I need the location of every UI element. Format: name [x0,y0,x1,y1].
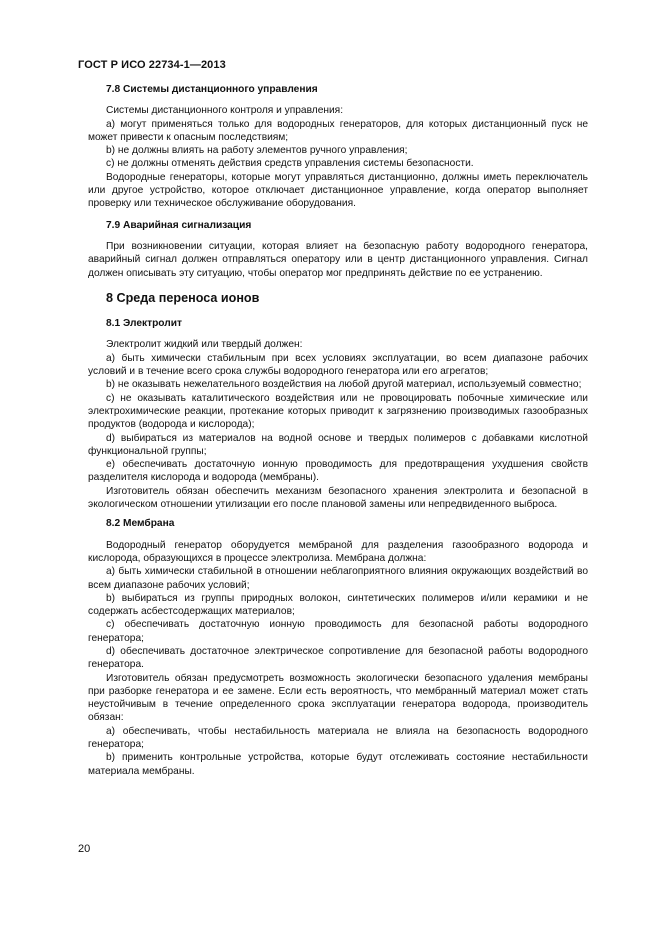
paragraph: Изготовитель обязан обеспечить механизм безопасного хранения электролита и безопасной в экологическом отношении утилизации его после плановой замены или непредвиденного выброса. [88,485,588,511]
document-header: ГОСТ Р ИСО 22734-1—2013 [78,59,226,71]
list-item: a) могут применяться только для водородных генераторов, для которых дистанционный пуск не может привести к опасным последствиям; [88,118,588,143]
list-item: d) выбираться из материалов на водной основе и твердых полимеров с добавками кислотной функциональной группы; [88,432,588,457]
paragraph: Системы дистанционного контроля и управления: [106,105,344,117]
paragraph: При возникновении ситуации, которая влияет на безопасную работу водородного генератора, аварийный сигнал должен отправляться оператору или в центр дистанционного управления. Сигнал должен описывать эту ситуацию, чтобы оператор мог предпринять действие по ее устранению. [88,240,588,279]
section-7-9-heading: 7.9 Аварийная сигнализация [106,219,252,231]
list-item: d) обеспечивать достаточное электрическое сопротивление для безопасной работы водородного генератора. [88,645,588,671]
list-item: b) применить контрольные устройства, которые будут отслеживать состояние нестабильности материала мембраны. [88,752,588,777]
paragraph: Водородный генератор оборудуется мембраной для разделения газообразного водорода и кислорода, образующихся в процессе электролиза. Мембрана должна: [88,539,588,564]
list-item: c) не должны отменять действия средств управления системы безопасности. [106,158,474,170]
page-body [88,83,588,778]
paragraph: Водородные генераторы, которые могут управляться дистанционно, должны иметь переключатель или другое устройство, которое отключает дистанционное управление, когда оператор выполняет проверку или техническое обслуживание оборудования. [88,171,588,210]
section-7-8-heading: 7.8 Системы дистанционного управления [106,84,318,95]
list-item: c) обеспечивать достаточную ионную проводимость для безопасной работы водородного генератора; [88,619,588,644]
page-number: 20 [78,843,91,855]
paragraph: Изготовитель обязан предусмотреть возможность экологически безопасного удаления мембраны при разборке генератора и ее замене. Если есть вероятность, что мембранный материал может стать неустойчивым в течение определенного срока эксплуатации генератора водорода, производитель обязан: [88,672,588,724]
paragraph: Электролит жидкий или твердый должен: [106,339,303,351]
list-item: b) выбираться из группы природных волокон, синтетических полимеров и/или керамики и не содержать асбестсодержащих материалов; [88,592,588,618]
list-item: a) быть химически стабильной в отношении неблагоприятного влияния окружающих воздействий во всем диапазоне рабочих условий; [88,566,588,591]
list-item: b) не оказывать нежелательного воздействия на любой другой материал, используемый совместно; [106,379,582,391]
list-item: c) не оказывать каталитического воздействия или не провоцировать побочные химические или электрохимические реакции, протекание которых приводит к загрязнению производимых газообразных продуктов (водорода и кислорода); [88,392,588,431]
list-item: b) не должны влиять на работу элементов ручного управления; [106,145,408,157]
section-8-heading: 8 Среда переноса ионов [106,290,260,305]
section-8-2-heading: 8.2 Мембрана [106,518,175,530]
section-8-1-heading: 8.1 Электролит [106,318,182,330]
list-item: a) быть химически стабильным при всех условиях эксплуатации, во всем диапазоне рабочих условий и в течение всего срока службы водородного генератора или его агрегатов; [88,352,588,378]
list-item: e) обеспечивать достаточную ионную проводимость для предотвращения ухудшения свойств разделителя кислорода и водорода (мембраны). [88,459,588,484]
list-item: a) обеспечивать, чтобы нестабильность материала не влияла на безопасность водородного генератора; [88,725,588,751]
